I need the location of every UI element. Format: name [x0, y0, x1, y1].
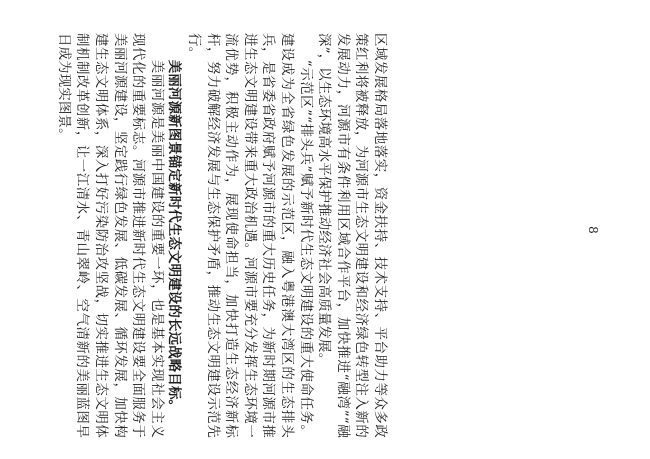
- paragraph-beautiful-heyuan: 美丽河源是美丽中国建设的重要一环，也是基本实现社会主义现代化的重要标志。河源市推进新时代生态文明建设要全面服务于美丽河源建设，坚定践行绿色发展、低碳发展、循环发展，加快构建生态文明体系，深入打好污染防治攻坚战，切实推进生态文明体制机制改革创新，让一江清水、青山翠岭、空气清新的美丽蓝图早日成为现实图景。: [55, 33, 164, 438]
- paragraph-demonstration-zone: “示范区”“排头兵”赋予新时代生态文明建设的重大使命任务。建设成为全省绿色发展的示范区，融入粤港澳大湾区的生态排头兵，是省委省政府赋予河源市的重大历史任务，为新时期河源市推进生态文明建设带来重大政治机遇。河源市要充分发挥生态环境一流优势，积极主动作为，展现使命担当，加快打造生态经济新标杆，努力破解经济发展与生态保护矛盾，推动生态文明建设示范先行。: [186, 33, 313, 438]
- rotated-text-content: [55, 33, 388, 438]
- page-number: 8: [586, 226, 600, 234]
- body-text-block: [55, 33, 388, 438]
- paragraph-continuation: 区域发展格局落地落实，资金扶持、技术支持、平台助力等众多政策红利将被释放，为河源市生态文明建设和经济绿色转型注入新的发展动力，河源市有条件利用区域合作平台，加快推进“融湾”“融深”，以生态环境高水平保护推动经济社会高质量发展。: [316, 33, 387, 438]
- section-heading: 美丽河源新图景锚定新时代生态文明建设的长远战略目标。: [166, 59, 183, 414]
